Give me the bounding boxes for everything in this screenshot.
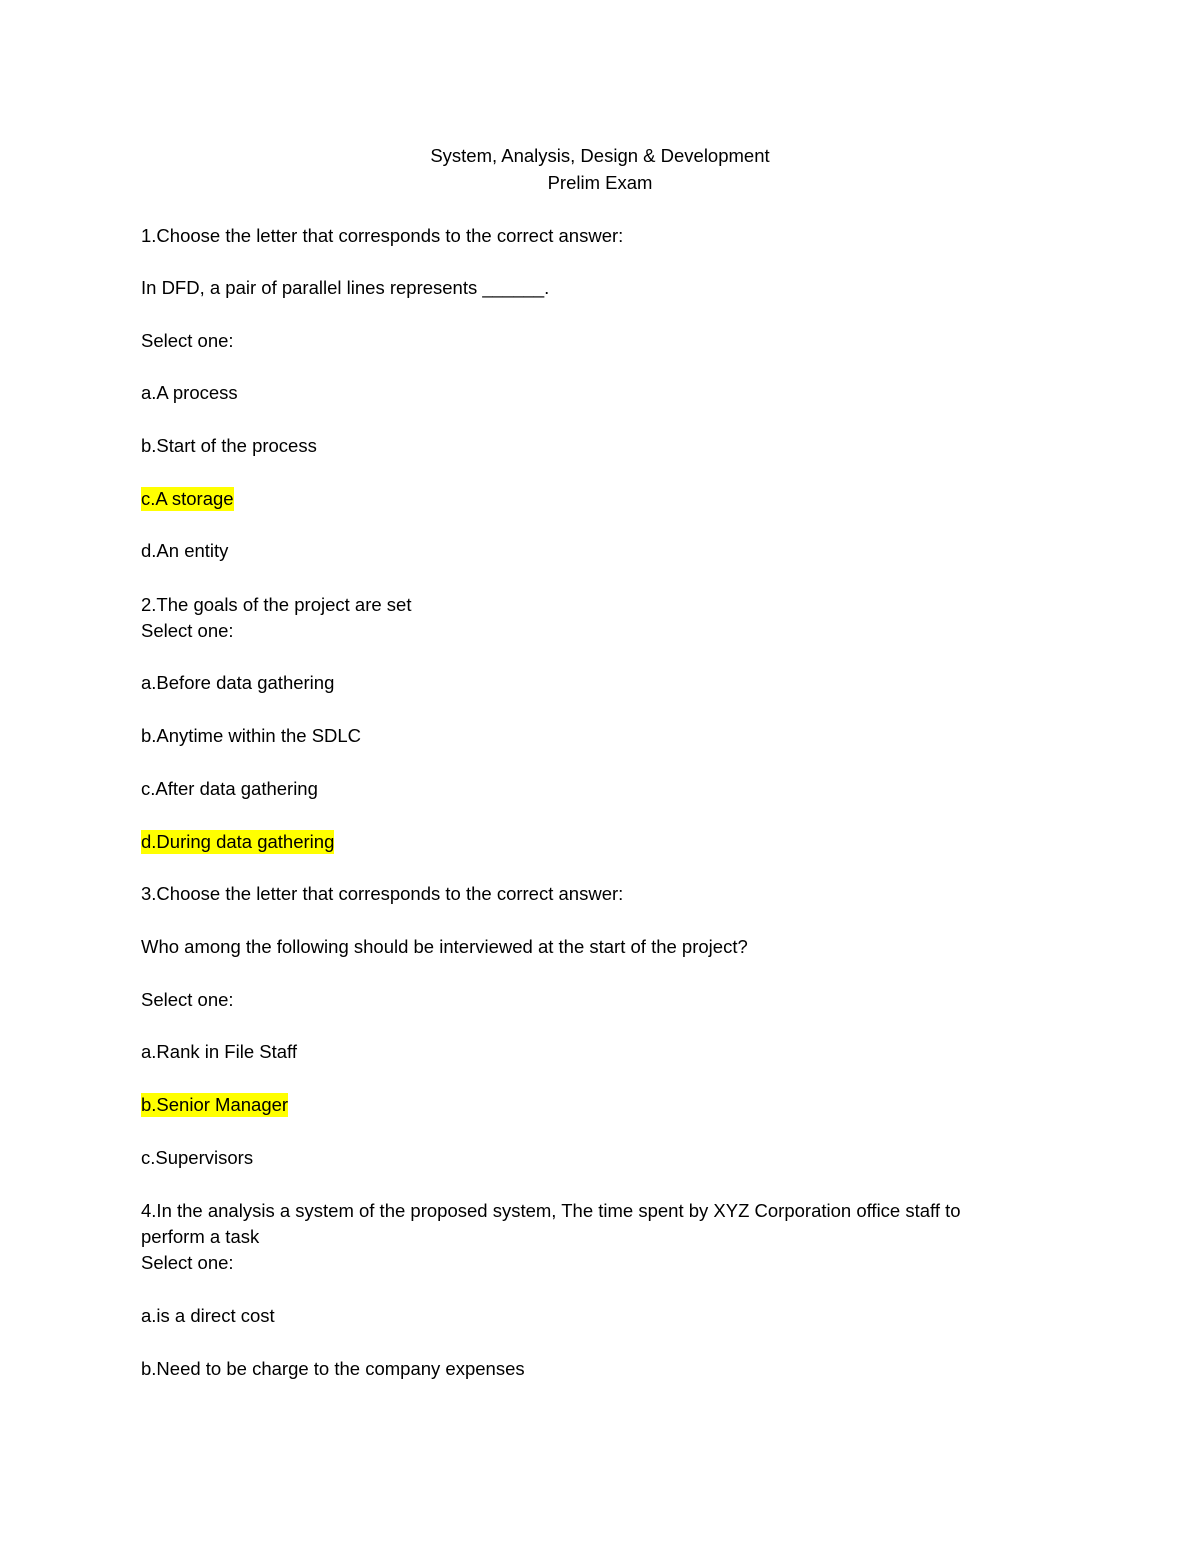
question-2-select-label: Select one: [141,620,234,641]
question-2-prompt: 2.The goals of the project are set [141,594,412,615]
question-4-option-a: a.is a direct cost [141,1305,275,1326]
question-3-option-a: a.Rank in File Staff [141,1041,297,1062]
question-3-select-label: Select one: [141,989,234,1010]
question-1-option-b: b.Start of the process [141,435,317,456]
question-1-stem: In DFD, a pair of parallel lines represents ______. [141,277,550,298]
question-1-option-d: d.An entity [141,540,229,561]
question-1-select-label: Select one: [141,330,234,351]
question-2-option-c: c.After data gathering [141,778,318,799]
question-2-option-d-highlighted [141,830,334,854]
question-2-option-b: b.Anytime within the SDLC [141,725,362,746]
question-4-prompt-line-1: 4.In the analysis a system of the proposed system, The time spent by XYZ Corporation office staff to [141,1200,961,1221]
question-3-prompt: 3.Choose the letter that corresponds to the correct answer: [141,883,624,904]
question-1-option-a: a.A process [141,382,238,403]
question-3-option-c: c.Supervisors [141,1147,254,1168]
question-2-option-a: a.Before data gathering [141,672,335,693]
answer-highlight: b.Senior Manager [141,1094,289,1115]
question-4-prompt-line-2: perform a task [141,1226,260,1247]
question-1-prompt: 1.Choose the letter that corresponds to the correct answer: [141,225,624,246]
document-title: System, Analysis, Design & Development [430,145,770,166]
question-4-option-b: b.Need to be charge to the company expenses [141,1358,525,1379]
answer-highlight: d.During data gathering [141,831,335,852]
document-subtitle: Prelim Exam [547,172,653,193]
answer-highlight: c.A storage [141,488,234,509]
question-1-option-c-highlighted [141,487,234,511]
question-3-stem: Who among the following should be interviewed at the start of the project? [141,936,748,957]
question-3-option-b-highlighted [141,1093,288,1117]
question-4-select-label: Select one: [141,1252,234,1273]
